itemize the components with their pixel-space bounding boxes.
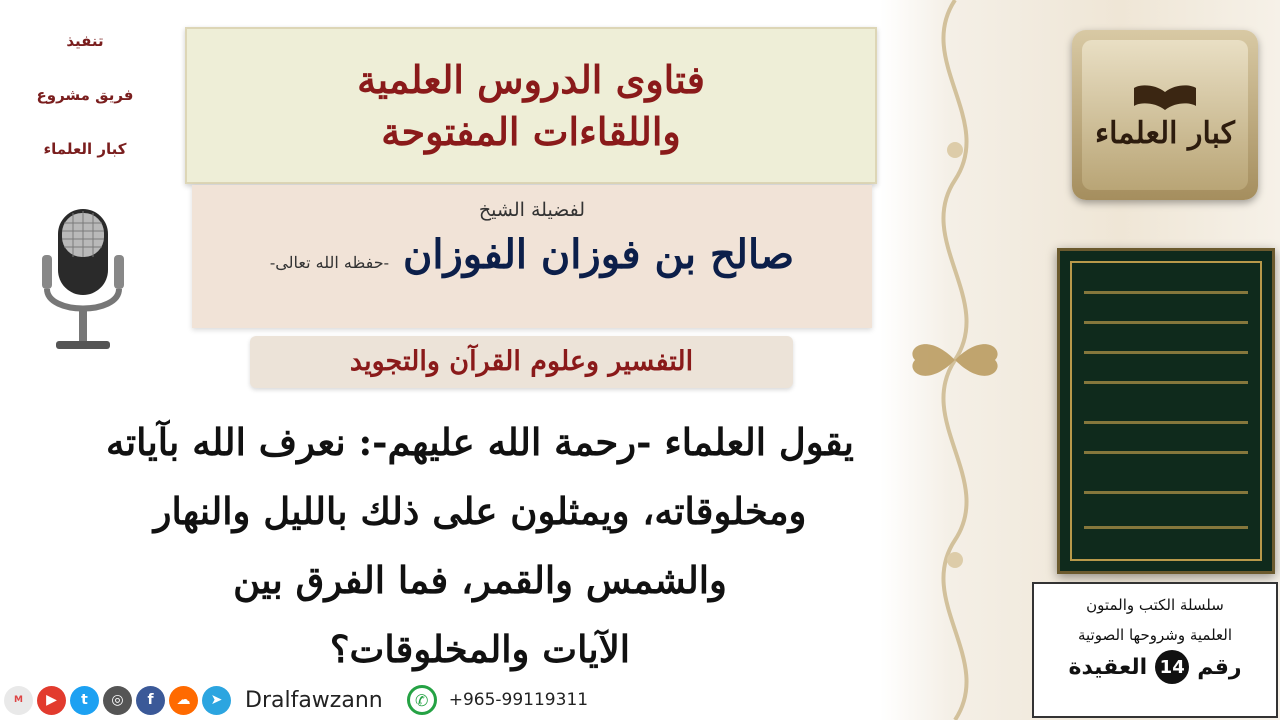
- gmail-icon[interactable]: M: [4, 686, 33, 715]
- youtube-icon[interactable]: ▶: [37, 686, 66, 715]
- phone-number: +965-99119311: [448, 690, 589, 710]
- question-text: [30, 408, 930, 688]
- logo-text: كبار العلماء: [1095, 115, 1235, 151]
- soundcloud-icon[interactable]: ☁: [169, 686, 198, 715]
- telegram-icon[interactable]: ➤: [202, 686, 231, 715]
- credits-line-3: كبار العلماء: [43, 140, 127, 158]
- series-line-2: العلمية وشروحها الصوتية: [1077, 626, 1233, 644]
- series-topic: العقيدة: [1068, 654, 1148, 680]
- series-line-1: سلسلة الكتب والمتون: [1086, 596, 1224, 614]
- twitter-icon[interactable]: t: [70, 686, 99, 715]
- book-frame: [1070, 261, 1262, 561]
- sheikh-honorific: -حفظه الله تعالى-: [269, 253, 389, 272]
- category-box: [250, 336, 793, 388]
- sheikh-label: لفضيلة الشيخ: [478, 199, 586, 221]
- question-line-2: ومخلوقاته، ويمثلون على ذلك بالليل والنهار: [153, 489, 807, 533]
- sheikh-name: صالح بن فوزان الفوزان: [403, 231, 795, 278]
- social-handle: Dralfawzann: [245, 687, 383, 713]
- credits-line-1: تنفيذ: [66, 32, 104, 50]
- sheikh-name-row: [192, 231, 872, 278]
- series-number-row: [1034, 650, 1276, 684]
- credits: [20, 32, 150, 194]
- credits-line-2: فريق مشروع: [36, 86, 134, 104]
- open-book-icon: [1130, 80, 1200, 116]
- whatsapp-icon[interactable]: ✆: [407, 685, 437, 715]
- title-line-2: واللقاءات المفتوحة: [381, 108, 681, 154]
- footer-bar: [0, 680, 1034, 720]
- facebook-icon[interactable]: f: [136, 686, 165, 715]
- kibar-ulama-logo: [1072, 30, 1258, 200]
- series-info-box: [1032, 582, 1278, 718]
- question-line-4: الآيات والمخلوقات؟: [329, 627, 631, 671]
- series-number-label: رقم: [1197, 654, 1242, 680]
- title-box: [185, 27, 877, 184]
- category-text: التفسير وعلوم القرآن والتجويد: [349, 346, 694, 377]
- series-number-badge: 14: [1155, 650, 1189, 684]
- book-cover-image: [1057, 248, 1275, 574]
- microphone-icon: [40, 205, 126, 355]
- title-line-1: فتاوى الدروس العلمية: [357, 56, 705, 102]
- sheikh-box: [192, 185, 872, 328]
- question-line-3: والشمس والقمر، فما الفرق بين: [233, 558, 727, 602]
- question-line-1: يقول العلماء -رحمة الله عليهم-: نعرف الله بآياته: [106, 420, 854, 464]
- instagram-icon[interactable]: ◎: [103, 686, 132, 715]
